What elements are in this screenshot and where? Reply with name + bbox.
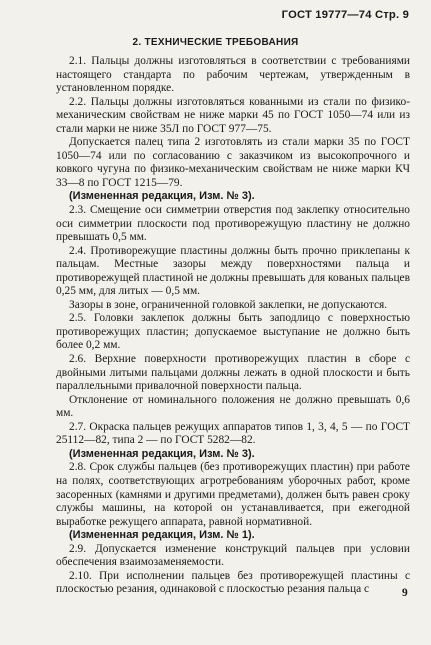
paragraph-2-2-addendum: Допускается палец типа 2 изготовлять из стали марки 35 по ГОСТ 1050—74 или по согласованию с заказчиком из высокопрочного и ковкого чугуна по физико-механическим свойствам не ниже марки КЧ 33—8 по ГОСТ 1215—79.	[56, 136, 410, 189]
paragraph-2-2: 2.2. Пальцы должны изготовляться кованными из стали по физико-механическим свойствам не ниже марки 45 по ГОСТ 1050—74 или из стали марки не ниже 35Л по ГОСТ 977—75.	[56, 95, 410, 135]
paragraph-2-7: 2.7. Окраска пальцев режущих аппаратов типов 1, 3, 4, 5 — по ГОСТ 25112—82, типа 2 — по ГОСТ 5282—82.	[56, 420, 410, 447]
revision-note: (Измененная редакция, Изм. № 3).	[69, 190, 255, 203]
paragraph-2-6-addendum: Отклонение от номинального положения не должно превышать 0,6 мм.	[56, 393, 410, 420]
page-header: ГОСТ 19777—74 Стр. 9	[281, 9, 409, 21]
paragraph-2-4: 2.4. Противорежущие пластины должны быть прочно приклепаны к пальцам. Местные зазоры между поверхностями пальца и противорежущей пластиной не должны превышать для кованых пальцев 0,25 мм, для литых — 0,5 мм.	[56, 244, 410, 298]
paragraph-2-8: 2.8. Срок службы пальцев (без противорежущих пластин) при работе на полях, соответствующих агротребованиям уборочных работ, кроме засоренных (камнями и другими предметами), должен быть равен сроку службы машины, на которой он устанавливается, при ежегодной выработке режущего аппарата, равной нормативной.	[56, 461, 410, 528]
paragraph-2-6: 2.6. Верхние поверхности противорежущих пластин в сборе с двойными литыми пальцами должны лежать в одной плоскости и быть параллельными привалочной поверхности пальца.	[56, 353, 410, 393]
body-text	[56, 55, 410, 597]
paragraph-2-9: 2.9. Допускается изменение конструкций пальцев при условии обеспечения взаимозаменяемости.	[56, 542, 410, 569]
page-number: 9	[402, 587, 408, 599]
paragraph-2-1: 2.1. Пальцы должны изготовляться в соответствии с требованиями настоящего стандарта по рабочим чертежам, утвержденным в установленном порядке.	[56, 55, 410, 95]
paragraph-2-4-addendum: Зазоры в зоне, ограниченной головкой заклепки, не допускаются.	[69, 298, 388, 311]
revision-note: (Измененная редакция, Изм. № 1).	[69, 529, 255, 542]
paragraph-2-5: 2.5. Головки заклепок должны быть заподлицо с поверхностью противорежущих пластин; допускаемое выступание не должно быть более 0,2 мм.	[56, 312, 410, 352]
paragraph-2-3: 2.3. Смещение оси симметрии отверстия под заклепку относительно оси симметрии плоскости под противорежущую пластину не должно превышать 0,5 мм.	[56, 204, 410, 244]
section-title: 2. ТЕХНИЧЕСКИЕ ТРЕБОВАНИЯ	[132, 37, 299, 48]
revision-note: (Измененная редакция, Изм. № 3).	[69, 447, 255, 460]
paragraph-2-10: 2.10. При исполнении пальцев без противорежущей пластины с плоскостью резания, одинаковой с плоскостью резания пальца с	[56, 569, 410, 596]
